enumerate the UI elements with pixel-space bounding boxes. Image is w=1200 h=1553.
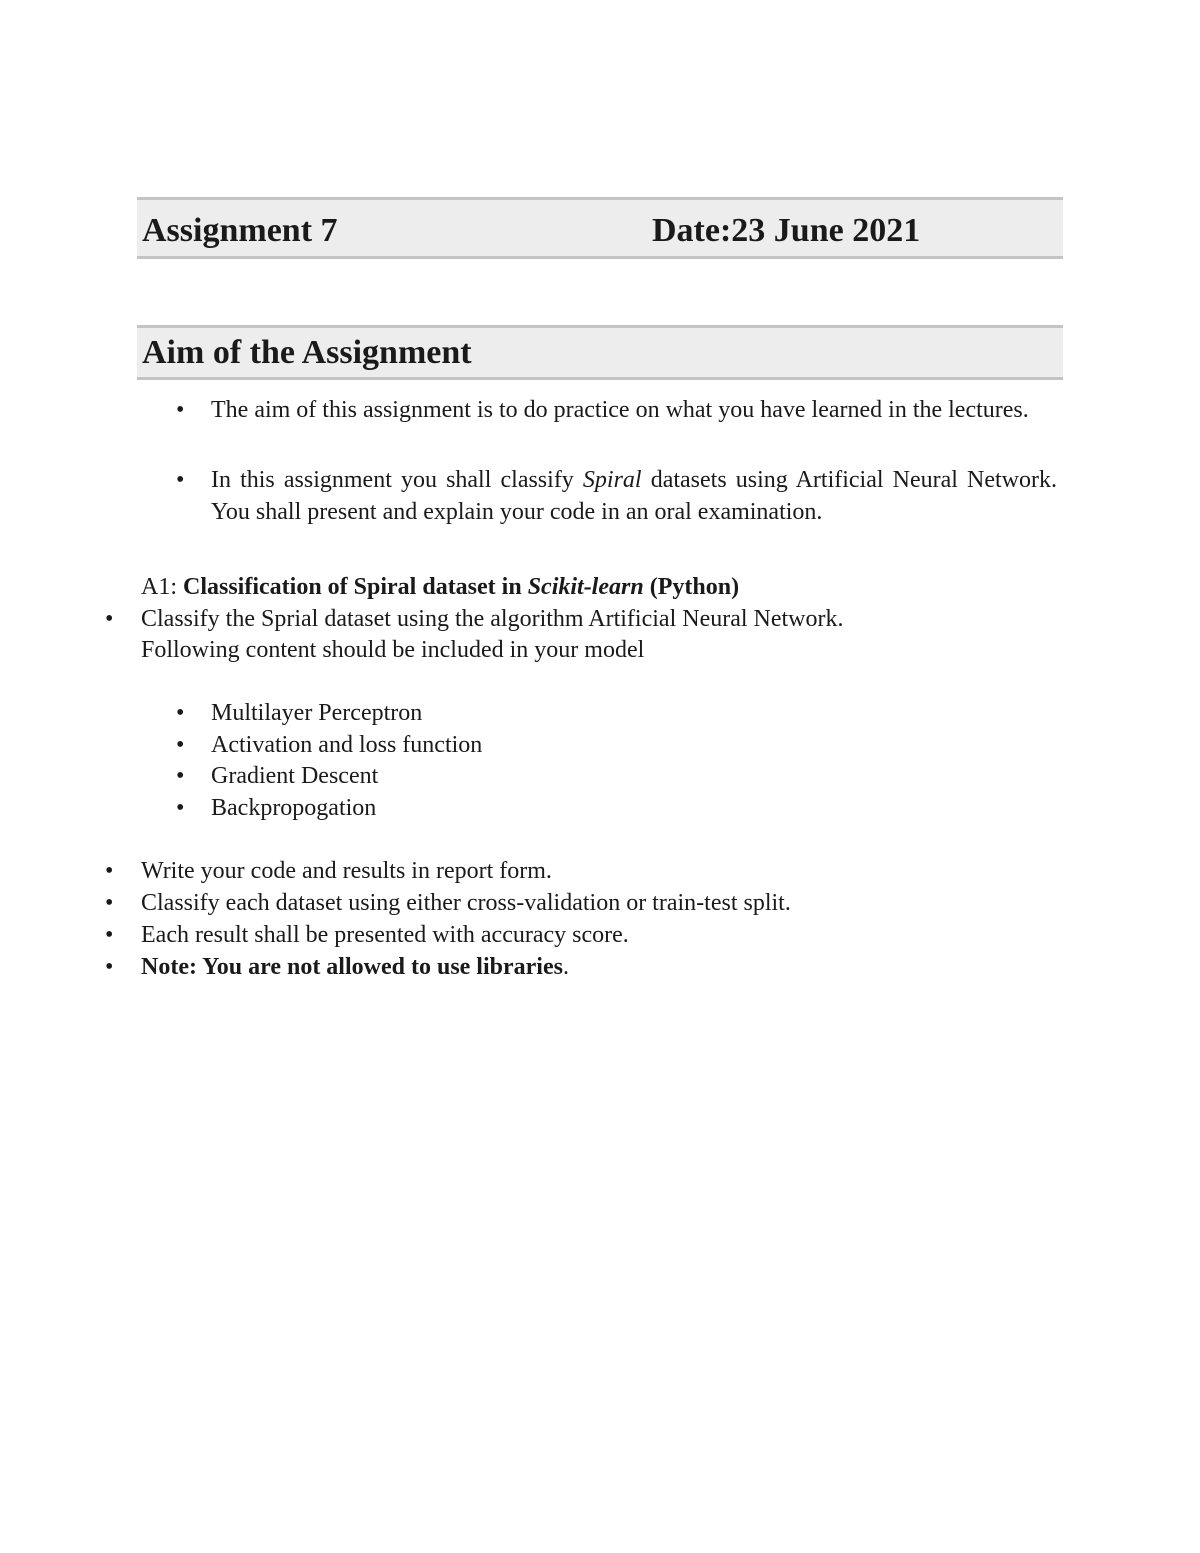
note-bold: Note: You are not allowed to use libraries — [141, 954, 563, 980]
bullet-icon: • — [105, 606, 114, 632]
sub-item-2: Activation and loss function — [211, 732, 483, 758]
bullet-icon: • — [176, 397, 185, 423]
task-heading: A1: Classification of Spiral dataset in Scikit-learn (Python) — [141, 574, 740, 600]
scikit-learn-italic: Scikit-learn — [527, 574, 644, 600]
sub-item-1: Multilayer Perceptron — [211, 700, 423, 726]
bullet-icon: • — [105, 890, 114, 916]
date-label: Date: — [652, 212, 732, 249]
note-item: Note: You are not allowed to use libraries. — [141, 954, 569, 980]
main-bullet-line-2: Following content should be included in your model — [141, 637, 645, 663]
task-item-3: Each result shall be presented with accuracy score. — [141, 922, 629, 948]
bullet-icon: • — [105, 954, 114, 980]
bullet-icon: • — [176, 795, 185, 821]
main-bullet-line-1: Classify the Sprial dataset using the algorithm Artificial Neural Network. — [141, 606, 844, 632]
aim-heading: Aim of the Assignment — [142, 334, 472, 371]
date-value: 23 June 2021 — [731, 212, 921, 249]
assignment-date — [652, 214, 920, 248]
bullet-icon: • — [176, 732, 185, 758]
task-id: A1: — [141, 574, 177, 600]
title-bar — [137, 197, 1063, 259]
spiral-italic: Spiral — [582, 467, 642, 493]
assignment-title: Assignment 7 — [142, 212, 338, 249]
aim-heading-bar — [137, 325, 1063, 380]
bullet-icon: • — [105, 922, 114, 948]
aim-item-2: In this assignment you shall classify Spiral datasets using Artificial Neural Network. You shall present and explain your code in an oral examination. — [211, 467, 1058, 525]
bullet-icon: • — [176, 700, 185, 726]
sub-item-3: Gradient Descent — [211, 763, 379, 789]
sub-item-4: Backpropogation — [211, 795, 377, 821]
bullet-icon: • — [105, 858, 114, 884]
task-item-2: Classify each dataset using either cross-validation or train-test split. — [141, 890, 791, 916]
task-item-1: Write your code and results in report form. — [141, 858, 552, 884]
bullet-icon: • — [176, 763, 185, 789]
bullet-icon: • — [176, 467, 185, 493]
aim-item-1: The aim of this assignment is to do practice on what you have learned in the lectures. — [211, 397, 1029, 423]
